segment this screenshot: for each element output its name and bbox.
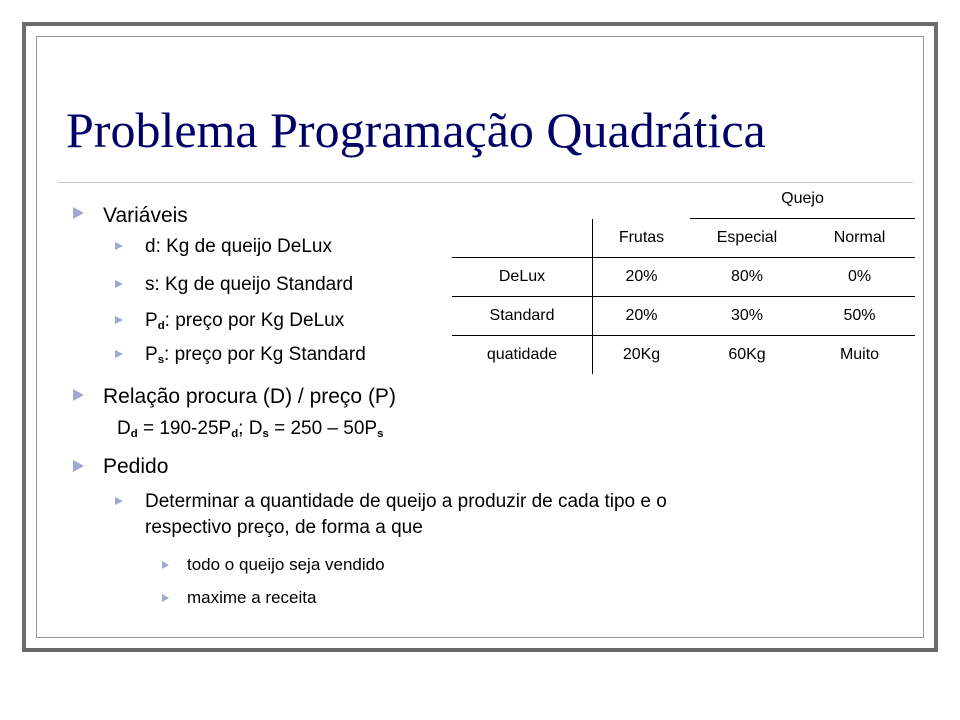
variable-pd: $P_d$: preço por Kg DeLux	[145, 310, 345, 332]
bullet-relation	[73, 389, 84, 401]
table-corner-cell	[452, 180, 593, 219]
row-label-standard: Standard	[452, 297, 593, 336]
heading-request: Pedido	[103, 455, 169, 478]
slide-title: Problema Programação Quadrática	[66, 102, 766, 158]
column-header-normal: Normal	[804, 219, 915, 258]
cell-standard-frutas: 20%	[593, 297, 691, 336]
bullet-request-item	[115, 497, 123, 505]
table-group-spacer	[593, 180, 691, 219]
demand-equation: $D_d = 190-25P_d$; $D_s = 250 - 50P_s$	[117, 418, 384, 440]
request-line-1: Determinar a quantidade de queijo a produzir de cada tipo e o	[145, 491, 667, 512]
table-group-header: Quejo	[690, 180, 915, 219]
heading-relation: Relação procura (D) / preço (P)	[103, 385, 396, 408]
cell-quantity-frutas: 20Kg	[593, 336, 691, 375]
table-header-empty	[452, 219, 593, 258]
table-group-header-row	[452, 180, 915, 219]
cell-quantity-especial: 60Kg	[728, 346, 766, 363]
bullet-variable-ps	[115, 350, 123, 358]
heading-variables: Variáveis	[103, 204, 188, 227]
table-row	[452, 258, 915, 297]
column-header-especial: Especial	[690, 219, 804, 258]
table-column-header-row	[452, 219, 915, 258]
bullet-variable-d	[115, 242, 123, 250]
cell-standard-especial: 30%	[690, 297, 804, 336]
variable-s: s: Kg de queijo Standard	[145, 274, 354, 295]
bullet-sub-item-1	[162, 561, 169, 569]
sub-item-sold: todo o queijo seja vendido	[187, 555, 385, 574]
cell-delux-especial: 80%	[690, 258, 804, 297]
cheese-composition-table	[452, 180, 915, 374]
row-label-delux: DeLux	[452, 258, 593, 297]
column-header-frutas: Frutas	[593, 219, 691, 258]
request-line-2: respectivo preço, de forma a que	[145, 517, 423, 538]
cell-delux-frutas: 20%	[593, 258, 691, 297]
row-label-quantity: quatidade	[486, 346, 558, 363]
bullet-variable-pd	[115, 316, 123, 324]
bullet-variable-s	[115, 280, 123, 288]
cell-standard-normal: 50%	[804, 297, 915, 336]
table-row	[452, 336, 915, 375]
table-row	[452, 297, 915, 336]
cell-delux-normal: 0%	[804, 258, 915, 297]
bullet-sub-item-2	[162, 594, 169, 602]
variable-d: d: Kg de queijo DeLux	[145, 236, 332, 257]
bullet-request	[73, 460, 84, 472]
sub-item-revenue: maxime a receita	[187, 588, 317, 607]
bullet-variables	[73, 207, 84, 219]
variable-ps: $P_s$: preço por Kg Standard	[145, 344, 366, 366]
cell-quantity-normal: Muito	[839, 346, 880, 363]
